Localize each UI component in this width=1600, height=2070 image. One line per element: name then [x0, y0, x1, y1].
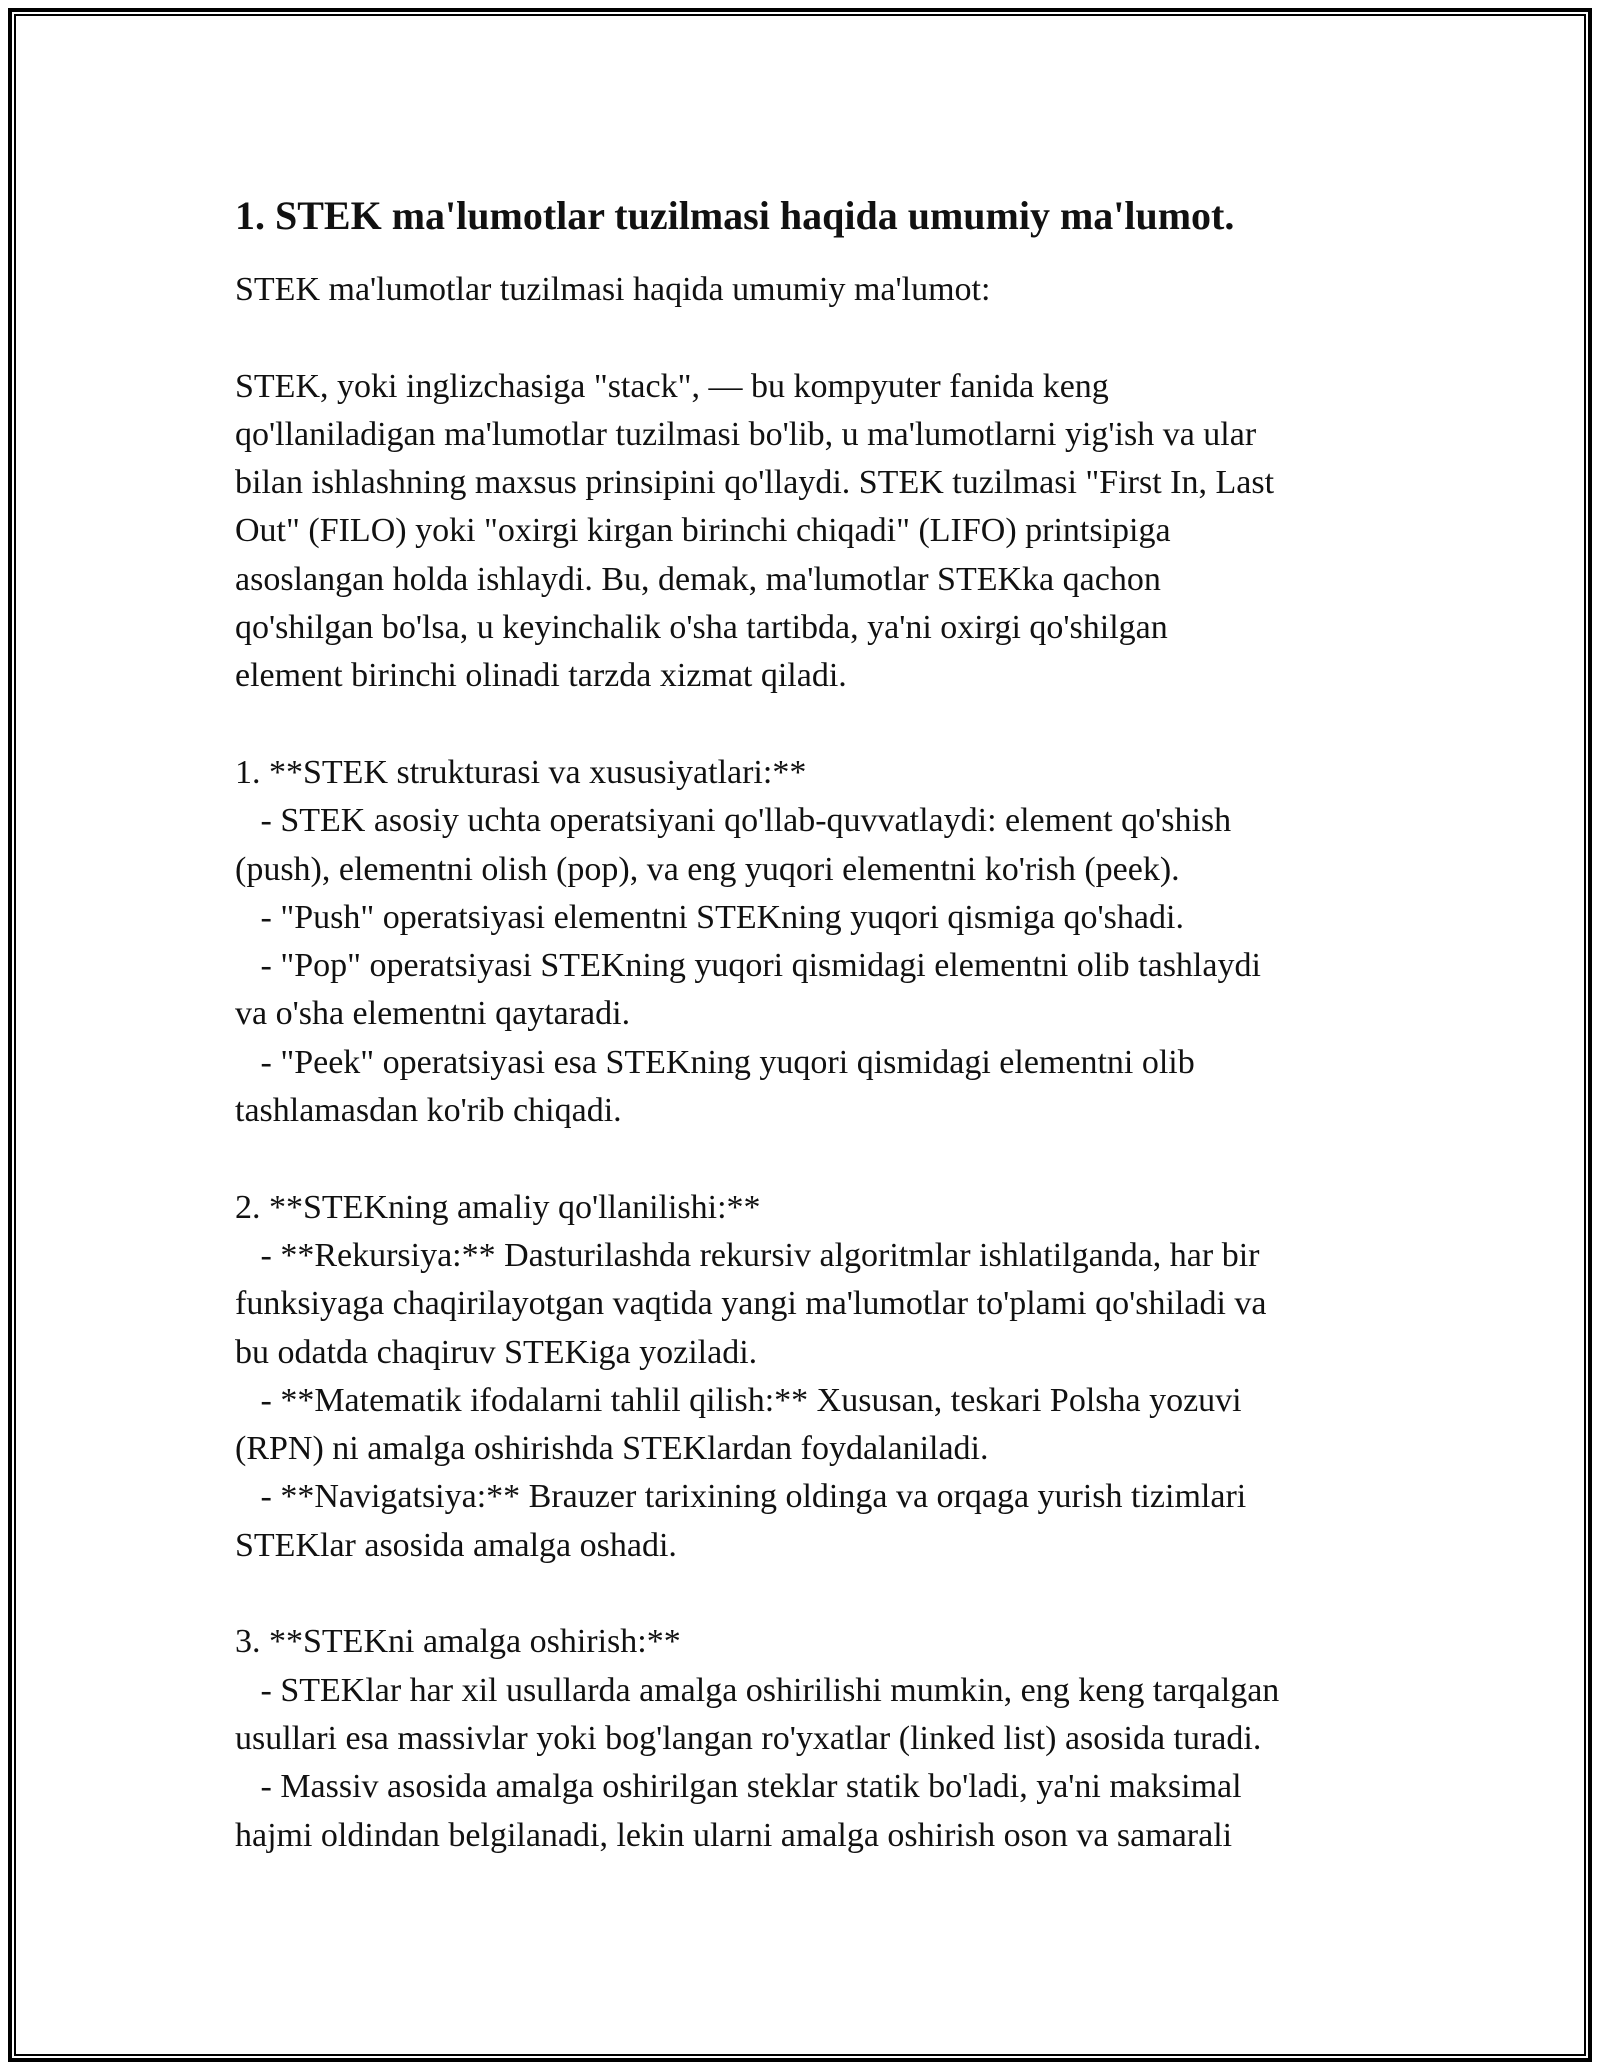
text-line: - STEK asosiy uchta operatsiyani qo'llab-quvvatlaydi: element qo'shish	[235, 802, 1232, 840]
text-line: bilan ishlashning maxsus prinsipini qo'llaydi. STEK tuzilmasi "First In, Last	[235, 464, 1275, 502]
text-line: tashlamasdan ko'rib chiqadi.	[235, 1092, 622, 1130]
text-line: STEK, yoki inglizchasiga "stack", — bu kompyuter fanida keng	[235, 367, 1109, 405]
text-line: asoslangan holda ishlaydi. Bu, demak, ma'lumotlar STEKka qachon	[235, 560, 1161, 598]
text-line: funksiyaga chaqirilayotgan vaqtida yangi ma'lumotlar to'plami qo'shiladi va	[235, 1285, 1267, 1323]
text-line: - "Push" operatsiyasi elementni STEKning yuqori qismiga qo'shadi.	[235, 898, 1184, 936]
text-line: 2. **STEKning amaliy qo'llanilishi:**	[235, 1188, 761, 1226]
text-line: STEKlar asosida amalga oshadi.	[235, 1526, 677, 1564]
text-line: - "Peek" operatsiyasi esa STEKning yuqori qismidagi elementni olib	[235, 1043, 1195, 1081]
document-title: 1. STEK ma'lumotlar tuzilmasi haqida umumiy ma'lumot.	[235, 193, 1235, 238]
text-line: 3. **STEKni amalga oshirish:**	[235, 1623, 681, 1661]
text-line: - "Pop" operatsiyasi STEKning yuqori qismidagi elementni olib tashlaydi	[235, 947, 1261, 985]
text-line: qo'llaniladigan ma'lumotlar tuzilmasi bo'lib, u ma'lumotlarni yig'ish va ular	[235, 415, 1257, 453]
text-line: - **Rekursiya:** Dasturilashda rekursiv algoritmlar ishlatilganda, har bir	[235, 1236, 1260, 1274]
text-line: bu odatda chaqiruv STEKiga yoziladi.	[235, 1333, 758, 1371]
text-line	[235, 1570, 1385, 1618]
text-line: hajmi oldindan belgilanadi, lekin ularni amalga oshirish oson va samarali	[235, 1816, 1233, 1854]
text-line: - STEKlar har xil usullarda amalga oshirilishi mumkin, eng keng tarqalgan	[235, 1671, 1280, 1709]
text-line	[235, 314, 1385, 362]
text-line: va o'sha elementni qaytaradi.	[235, 995, 631, 1033]
text-line: STEK ma'lumotlar tuzilmasi haqida umumiy ma'lumot:	[235, 271, 991, 308]
text-line	[235, 1135, 1385, 1183]
text-line: 1. **STEK strukturasi va xususiyatlari:**	[235, 753, 807, 791]
text-line: Out" (FILO) yoki "oxirgi kirgan birinchi chiqadi" (LIFO) printsipiga	[235, 512, 1171, 550]
document-content	[235, 188, 1385, 1860]
text-line: usullari esa massivlar yoki bog'langan ro'yxatlar (linked list) asosida turadi.	[235, 1719, 1262, 1757]
text-line: (push), elementni olish (pop), va eng yuqori elementni ko'rish (peek).	[235, 850, 1180, 888]
text-line: element birinchi olinadi tarzda xizmat qiladi.	[235, 657, 847, 695]
text-line: - **Matematik ifodalarni tahlil qilish:** Xususan, teskari Polsha yozuvi	[235, 1381, 1242, 1419]
text-line: qo'shilgan bo'lsa, u keyinchalik o'sha tartibda, ya'ni oxirgi qo'shilgan	[235, 609, 1168, 647]
text-line: - **Navigatsiya:** Brauzer tarixining oldinga va orqaga yurish tizimlari	[235, 1478, 1247, 1516]
text-line	[235, 701, 1385, 749]
text-line: (RPN) ni amalga oshirishda STEKlardan foydalaniladi.	[235, 1430, 989, 1468]
text-line: - Massiv asosida amalga oshirilgan steklar statik bo'ladi, ya'ni maksimal	[235, 1768, 1242, 1806]
document-body	[235, 266, 1385, 1860]
